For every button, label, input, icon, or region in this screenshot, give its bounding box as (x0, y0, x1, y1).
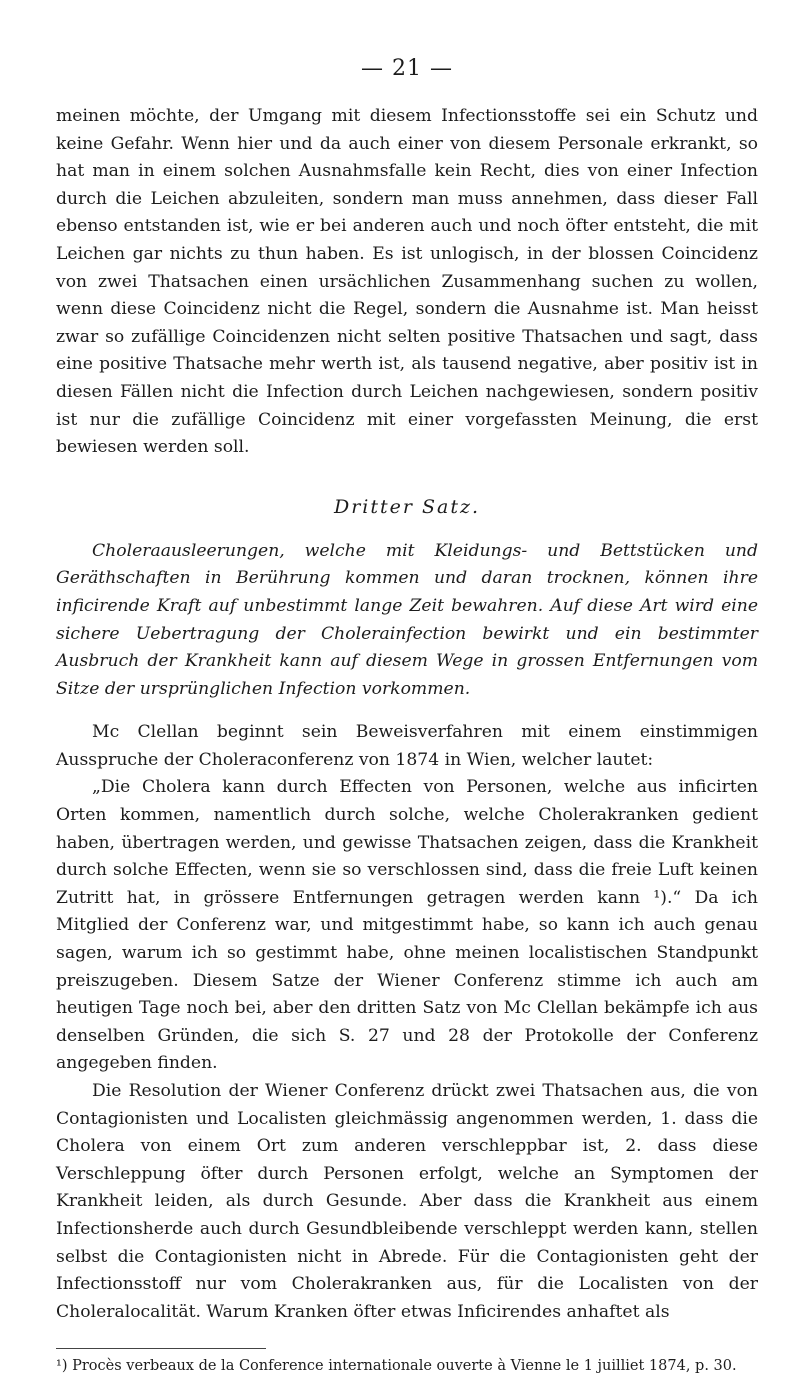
page-number: — 21 — (361, 56, 453, 81)
paragraph-5: Die Resolution der Wiener Conferenz drückt zwei Thatsachen aus, die von Contagionisten und Localisten gleichmässig angenommen werden, 1. dass die Cholera von einem Ort zum anderen verschleppbar ist, 2. dass diese Verschleppung öfter durch Personen erfolgt, welche an Symptomen der Krankheit leiden, als durch Gesunde. Aber dass die Krankheit aus einem Infectionsherde auch durch Gesundbleibende verschleppt werden kann, stellen selbst die Contagionisten nicht in Abrede. Für die Contagionisten geht der Infectionsstoff nur vom Cholerakranken aus, für die Localisten von der Choleralocalität. Warum Kranken öfter etwas Inficirendes anhaftet als (56, 1081, 758, 1322)
paragraph-1: meinen möchte, der Umgang mit diesem Infectionsstoffe sei ein Schutz und keine Gefahr. Wenn hier und da auch einer von diesem Personale erkrankt, so hat man in einem solchen Ausnahmsfalle kein Recht, dies von einer Infection durch die Leichen abzuleiten, sondern man muss annehmen, dass dieser Fall ebenso entstanden ist, wie er bei anderen auch und noch öfter entsteht, die mit Leichen gar nichts zu thun haben. Es ist unlogisch, in der blossen Coincidenz von zwei Thatsachen einen ursächlichen Zusammenhang suchen zu wollen, wenn diese Coincidenz nicht die Regel, sondern die Ausnahme ist. Man heisst zwar so zufällige Coincidenzen nicht selten positive Thatsachen und sagt, dass eine positive Thatsache mehr werth ist, als tausend negative, aber positiv ist in diesen Fällen nicht die Infection durch Leichen nachgewiesen, sondern positiv ist nur die zufällige Coincidenz mit einer vorgefassten Meinung, die erst bewiesen werden soll. (56, 106, 758, 458)
section-heading: Dritter Satz. (333, 495, 481, 518)
paragraph-4: „Die Cholera kann durch Effecten von Personen, welche aus inficirten Orten kommen, namentlich durch solche, welche Cholerakranken gedient haben, übertragen werden, und gewisse Thatsachen zeigen, dass die Krankheit durch solche Effecten, wenn sie so verschlossen sind, dass die freie Luft keinen Zutritt hat, in grössere Entfernungen getragen werden kann ¹).“ Da ich Mitglied der Conferenz war, und mitgestimmt habe, so kann ich auch genau sagen, warum ich so gestimmt habe, ohne meinen localistischen Standpunkt preiszugeben. Diesem Satze der Wiener Conferenz stimme ich auch am heutigen Tage noch bei, aber den dritten Satz von Mc Clellan bekämpfe ich aus denselben Gründen, die sich S. 27 und 28 der Protokolle der Conferenz angegeben finden. (56, 777, 758, 1074)
paragraph-3: Mc Clellan beginnt sein Beweisverfahren mit einem einstimmigen Ausspruche der Choleraconferenz von 1874 in Wien, welcher lautet: (56, 722, 758, 770)
thesis-statement: Choleraausleerungen, welche mit Kleidungs- und Bettstücken und Geräthschaften in Berührung kommen und daran trocknen, können ihre inficirende Kraft auf unbestimmt lange Zeit bewahren. Auf diese Art wird eine sichere Uebertragung der Cholerainfection bewirkt und ein bestimmter Ausbruch der Krankheit kann auf diesem Wege in grossen Entfernungen vom Sitze der ursprünglichen Infection vorkommen. (56, 540, 758, 699)
footnote-divider (56, 1348, 266, 1349)
footnote: ¹) Procès verbeaux de la Conference internationale ouverte à Vienne le 1 juilliet 1874, p. 30. (56, 1358, 737, 1375)
